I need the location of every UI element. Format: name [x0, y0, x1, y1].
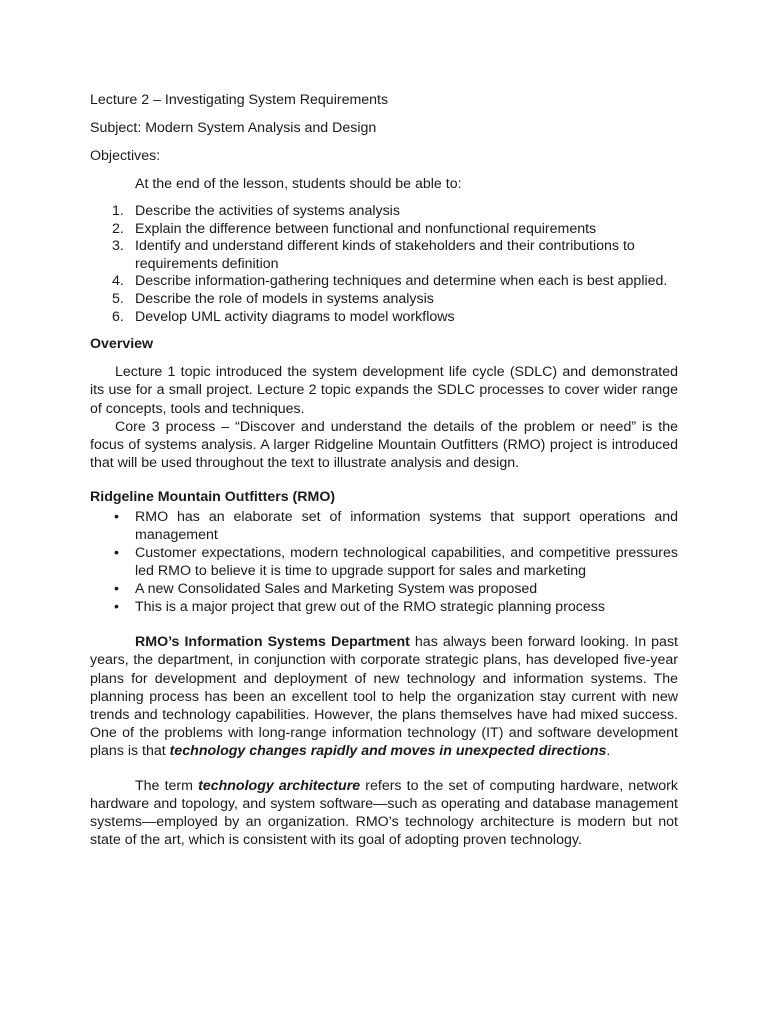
- objective-text: Describe information-gathering techniques and determine when each is best applied.: [135, 273, 668, 290]
- objective-number: 6.: [112, 308, 124, 325]
- overview-section: [90, 363, 678, 472]
- objective-text: Explain the difference between functional and nonfunctional requirements: [135, 220, 597, 237]
- document-body: [90, 91, 678, 866]
- objective-item: [90, 203, 678, 221]
- is-department-paragraph: [90, 633, 678, 760]
- bullet-icon: •: [114, 545, 119, 562]
- objective-number: 5.: [112, 290, 124, 307]
- tech-arch-term: technology architecture: [198, 778, 361, 795]
- objective-number: 2.: [112, 220, 124, 237]
- rmo-bullet-item: [90, 598, 678, 616]
- overview-heading: Overview: [90, 336, 154, 353]
- is-department-lead: RMO’s Information Systems Department: [135, 634, 410, 651]
- objectives-label: Objectives:: [90, 148, 161, 164]
- rmo-bullet-item: [90, 508, 678, 544]
- objectives-list: [90, 203, 678, 326]
- objective-item: [90, 291, 678, 309]
- objective-number: 1.: [112, 203, 124, 219]
- tech-arch-lead: The term: [135, 778, 199, 795]
- rmo-bullet-text: This is a major project that grew out of the RMO strategic planning process: [135, 599, 605, 616]
- lecture-title: Lecture 2 – Investigating System Requirements: [90, 92, 389, 108]
- is-department-body: has always been forward looking. In past years, the department, in conjunction with corporate strategic plans, has developed five-year plans for development and deployment of new technology and information systems. The planning process has been an excellent tool to help the organization stay current with new trends and technology capabilities. However, the plans themselves have had mixed success. One of the problems with long-range information technology (IT) and software development plans is that: [90, 634, 678, 759]
- rmo-bullet-text: A new Consolidated Sales and Marketing System was proposed: [135, 581, 538, 598]
- rmo-bullet-text: RMO has an elaborate set of information systems that support operations and management: [135, 509, 678, 544]
- objective-text: Describe the activities of systems analysis: [135, 203, 400, 219]
- bullet-icon: •: [114, 581, 119, 598]
- rmo-bullet-text: Customer expectations, modern technological capabilities, and competitive pressures led RMO to believe it is time to upgrade support for sales and marketing: [135, 545, 678, 580]
- subject-line: Subject: Modern System Analysis and Design: [90, 120, 377, 136]
- objective-item: [90, 273, 678, 291]
- rmo-bullet-list: [90, 508, 678, 616]
- is-department-emphasis: technology changes rapidly and moves in unexpected directions: [169, 742, 607, 759]
- rmo-bullet-item: [90, 544, 678, 580]
- bullet-icon: •: [114, 509, 119, 526]
- objective-number: 3.: [112, 238, 124, 255]
- is-department-end: .: [606, 742, 611, 759]
- rmo-heading: Ridgeline Mountain Outfitters (RMO): [90, 489, 336, 506]
- tech-architecture-paragraph: [90, 777, 678, 849]
- objective-text: Identify and understand different kinds of stakeholders and their contributions to requirements definition: [135, 238, 635, 272]
- objective-item: [90, 309, 678, 327]
- objective-item: [90, 221, 678, 239]
- tech-arch-body: refers to the set of computing hardware, network hardware and topology, and system software—such as operating and database management systems—employed by an organization. RMO’s technology architecture is modern but not state of the art, which is consistent with its goal of adopting proven technology.: [90, 778, 678, 849]
- rmo-bullet-item: [90, 580, 678, 598]
- objective-item: [90, 238, 678, 273]
- overview-paragraph-1: Lecture 1 topic introduced the system development life cycle (SDLC) and demonstrated its use for a small project. Lecture 2 topic expands the SDLC processes to cover wider range of concepts, tools and techniques.: [90, 364, 678, 417]
- objectives-intro: At the end of the lesson, students should be able to:: [135, 176, 462, 192]
- overview-paragraph-2: Core 3 process – “Discover and understand the details of the problem or need” is the focus of systems analysis. A larger Ridgeline Mountain Outfitters (RMO) project is introduced that will be used throughout the text to illustrate analysis and design.: [90, 418, 678, 472]
- bullet-icon: •: [114, 599, 119, 616]
- objective-number: 4.: [112, 273, 124, 290]
- objective-text: Describe the role of models in systems analysis: [135, 290, 434, 307]
- objective-text: Develop UML activity diagrams to model workflows: [135, 308, 455, 325]
